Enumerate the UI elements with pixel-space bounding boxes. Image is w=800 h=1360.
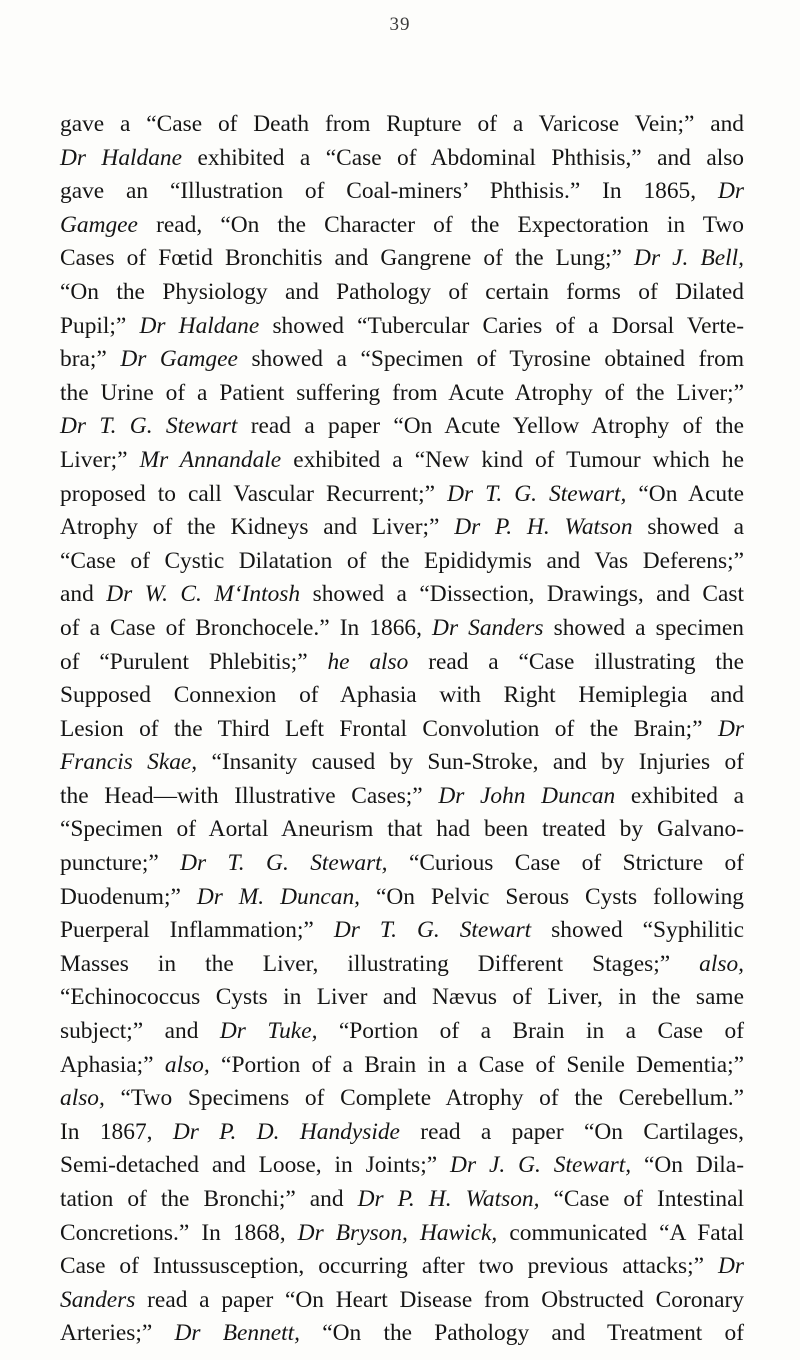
text-line: Aphasia;” also, “Portion of a Brain in a Case of Senile Dementia;” bbox=[60, 1051, 744, 1078]
text-line: Supposed Connexion of Aphasia with Right Hemiplegia and bbox=[60, 682, 744, 709]
text-line: of “Purulent Phlebitis;” he also read a “Case illustrating the bbox=[60, 648, 744, 675]
text-line: Cases of Fœtid Bronchitis and Gangrene of the Lung;” Dr J. Bell, bbox=[60, 245, 744, 272]
text-line: “Specimen of Aortal Aneurism that had been treated by Galvano- bbox=[60, 816, 744, 843]
text-line: Arteries;” Dr Bennett, “On the Pathology and Treatment of bbox=[60, 1320, 744, 1347]
text-line: Liver;” Mr Annandale exhibited a “New kind of Tumour which he bbox=[60, 446, 744, 473]
text-line: “Echinococcus Cysts in Liver and Nævus of Liver, in the same bbox=[60, 984, 744, 1011]
text-line: Atrophy of the Kidneys and Liver;” Dr P. H. Watson showed a bbox=[60, 514, 744, 541]
text-line: Semi-detached and Loose, in Joints;” Dr J. G. Stewart, “On Dila- bbox=[60, 1152, 744, 1179]
text-line: tation of the Bronchi;” and Dr P. H. Watson, “Case of Intestinal bbox=[60, 1186, 744, 1212]
text-line: subject;” and Dr Tuke, “Portion of a Brain in a Case of bbox=[60, 1018, 744, 1045]
text-line: Lesion of the Third Left Frontal Convolution of the Brain;” Dr bbox=[60, 715, 744, 742]
text-line: the Head—with Illustrative Cases;” Dr John Duncan exhibited a bbox=[60, 782, 744, 809]
text-line: Case of Intussusception, occurring after two previous attacks;” Dr bbox=[60, 1253, 744, 1280]
text-line: Masses in the Liver, illustrating Different Stages;” also, bbox=[60, 950, 744, 977]
page-number: 39 bbox=[389, 14, 411, 35]
text-line: also, “Two Specimens of Complete Atrophy of the Cerebellum.” bbox=[60, 1085, 744, 1112]
body-paragraph bbox=[60, 108, 744, 1351]
text-line: Puerperal Inflammation;” Dr T. G. Stewart showed “Syphilitic bbox=[60, 917, 744, 944]
text-line: bra;” Dr Gamgee showed a “Specimen of Tyrosine obtained from bbox=[60, 346, 745, 373]
text-line: the Urine of a Patient suffering from Acute Atrophy of the Liver;” bbox=[60, 379, 744, 406]
text-line: proposed to call Vascular Recurrent;” Dr T. G. Stewart, “On Acute bbox=[60, 480, 744, 507]
text-line: and Dr W. C. M‘Intosh showed a “Dissection, Drawings, and Cast bbox=[60, 581, 745, 608]
text-line: gave a “Case of Death from Rupture of a Varicose Vein;” and bbox=[60, 111, 744, 137]
text-line: of a Case of Bronchocele.” In 1866, Dr Sanders showed a specimen bbox=[60, 614, 744, 641]
text-line: Francis Skae, “Insanity caused by Sun-Stroke, and by Injuries of bbox=[60, 749, 744, 776]
text-line: Dr T. G. Stewart read a paper “On Acute Yellow Atrophy of the bbox=[60, 413, 744, 440]
text-line: gave an “Illustration of Coal-miners’ Phthisis.” In 1865, Dr bbox=[60, 178, 744, 205]
text-line: Concretions.” In 1868, Dr Bryson, Hawick, communicated “A Fatal bbox=[60, 1219, 745, 1246]
text-line: In 1867, Dr P. D. Handyside read a paper “On Cartilages, bbox=[60, 1118, 745, 1145]
text-line: Dr Haldane exhibited a “Case of Abdominal Phthisis,” and also bbox=[60, 144, 744, 171]
text-line: “On the Physiology and Pathology of certain forms of Dilated bbox=[60, 278, 744, 305]
text-line: Duodenum;” Dr M. Duncan, “On Pelvic Serous Cysts following bbox=[60, 883, 744, 910]
text-line: “Case of Cystic Dilatation of the Epididymis and Vas Deferens;” bbox=[60, 547, 744, 574]
text-line: Gamgee read, “On the Character of the Expectoration in Two bbox=[60, 211, 744, 238]
text-line: puncture;” Dr T. G. Stewart, “Curious Case of Stricture of bbox=[60, 850, 745, 877]
text-line: Pupil;” Dr Haldane showed “Tubercular Caries of a Dorsal Verte- bbox=[60, 312, 744, 339]
text-line: Sanders read a paper “On Heart Disease from Obstructed Coronary bbox=[60, 1286, 744, 1313]
